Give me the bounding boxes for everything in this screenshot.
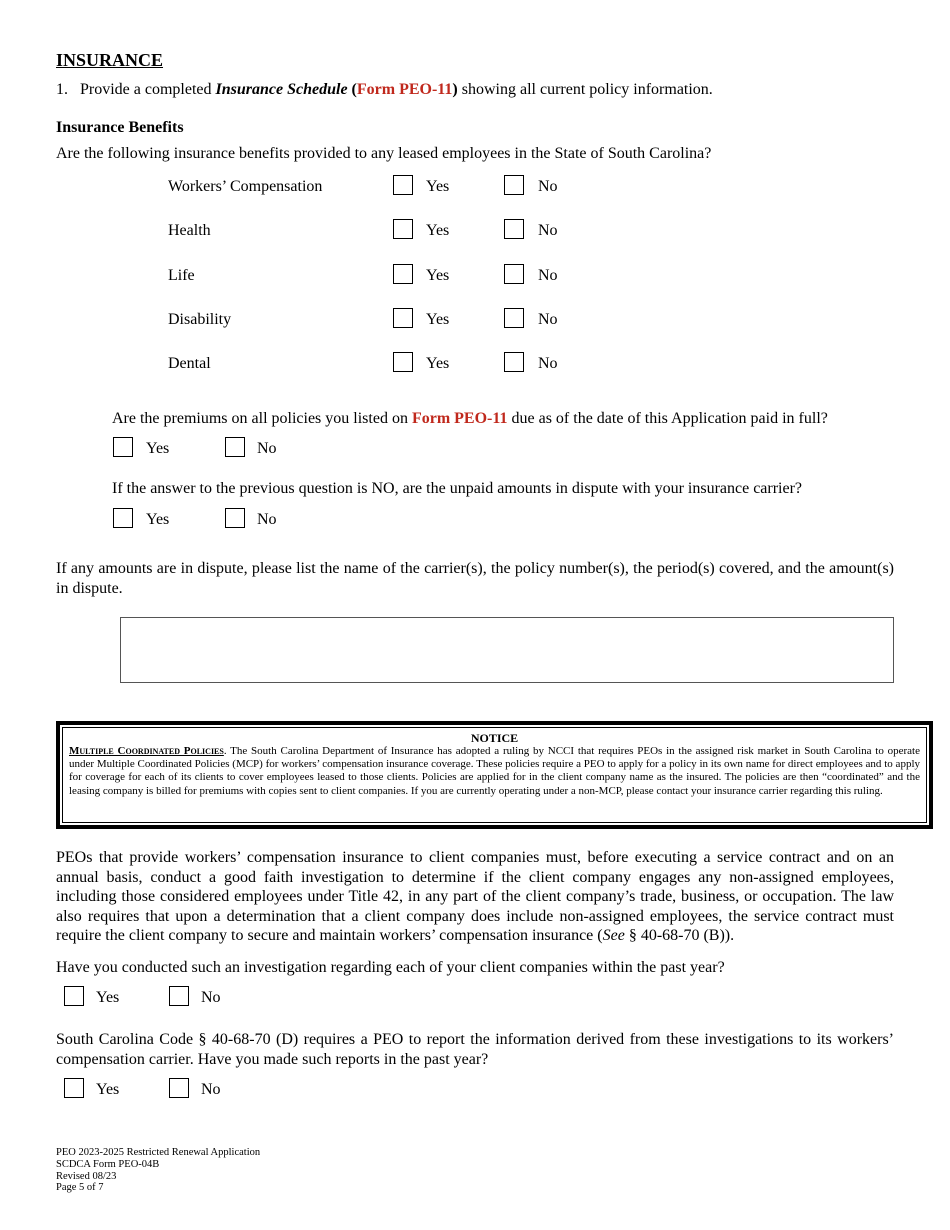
premiums-question-prefix: Are the premiums on all policies you listed on (112, 410, 412, 427)
section-heading: INSURANCE (56, 50, 164, 70)
workers-comp-no-checkbox[interactable] (504, 175, 524, 195)
benefit-label: Workers’ Compensation (168, 178, 323, 195)
form-peo-11-link[interactable]: Form PEO-11 (356, 81, 453, 98)
dispute-details-instruction: If any amounts are in dispute, please list the name of the carrier(s), the policy number(s), the period(s) covered, and the amount(s) in dispute. (56, 560, 894, 597)
no-label: No (538, 222, 558, 239)
statute-citation: § 40-68-70 (B)). (624, 927, 735, 944)
notice-text: . The South Carolina Department of Insurance has adopted a ruling by NCCI that requires PEOs in the assigned risk market in South Carolina to operate under Multiple Coordinated Policies (MCP) for workers’ compensation insurance coverage. These policies require a PEO to apply for a policy in its own name for direct employees and to apply for coverage for each of its clients to cover employees leased to those clients. Policies are applied for in the client company name as the insured. The policies are then “coordinated” and the leasing company is billed for premiums with copies sent to client companies. If you are currently operating under a non-MCP, please contact your insurance carrier regarding this ruling. (69, 745, 920, 797)
dispute-yes-checkbox[interactable] (113, 508, 133, 528)
life-yes-checkbox[interactable] (393, 264, 413, 284)
yes-label: Yes (96, 989, 120, 1006)
item-prefix: Provide a completed (80, 81, 216, 98)
benefits-subheading: Insurance Benefits (56, 119, 184, 136)
see-citation: See (602, 927, 625, 944)
workers-comp-yes-checkbox[interactable] (393, 175, 413, 195)
no-label: No (201, 1081, 221, 1098)
reporting-question: South Carolina Code § 40-68-70 (D) requires a PEO to report the information derived from these investigations to its workers’ compensation carrier. Have you made such reports in the past year? (56, 1031, 894, 1068)
notice-lead: Multiple Coordinated Policies (69, 745, 224, 757)
form-close-paren: ) (452, 81, 458, 98)
investigation-question: Have you conducted such an investigation regarding each of your client companies within the past year? (56, 959, 725, 976)
form-peo-11-ref[interactable]: Form PEO-11 (411, 410, 508, 427)
no-label: No (538, 311, 558, 328)
notice-body (69, 745, 920, 798)
investigation-yes-checkbox[interactable] (64, 986, 84, 1006)
no-label: No (257, 511, 277, 528)
notice-title: NOTICE (470, 731, 519, 745)
no-label: No (257, 440, 277, 457)
yes-label: Yes (146, 511, 170, 528)
benefit-label: Life (168, 267, 195, 284)
dental-yes-checkbox[interactable] (393, 352, 413, 372)
insurance-schedule-title: Insurance Schedule (215, 81, 348, 98)
footer-line-1: PEO 2023-2025 Restricted Renewal Application (56, 1147, 261, 1158)
footer (56, 1147, 260, 1194)
reporting-yes-checkbox[interactable] (64, 1078, 84, 1098)
health-yes-checkbox[interactable] (393, 219, 413, 239)
footer-line-3: Revised 08/23 (56, 1170, 117, 1182)
no-label: No (538, 355, 558, 372)
footer-page-number: Page 5 of 7 (56, 1182, 104, 1194)
premiums-question-suffix: due as of the date of this Application paid in full? (507, 410, 828, 427)
health-no-checkbox[interactable] (504, 219, 524, 239)
premiums-yes-checkbox[interactable] (113, 437, 133, 457)
investigation-no-checkbox[interactable] (169, 986, 189, 1006)
dispute-no-checkbox[interactable] (225, 508, 245, 528)
item-suffix: showing all current policy information. (457, 81, 713, 98)
peo-paragraph (56, 848, 894, 946)
notice-inner (62, 727, 927, 823)
no-label: No (201, 989, 221, 1006)
peo-paragraph-text: PEOs that provide workers’ compensation insurance to client companies must, before executing a service contract and on an annual basis, conduct a good faith investigation to determine if the client company engages any non-assigned employees, including those considered employees under Title 42, in any part of the client company’s trade, business, or occupation. The law also requires that upon a determination that a client company does include non-assigned employees, the service contract must require the client company to secure and maintain workers’ compensation insurance ( (56, 849, 894, 944)
dental-no-checkbox[interactable] (504, 352, 524, 372)
dispute-details-textbox[interactable] (120, 617, 894, 683)
item-1 (56, 80, 916, 100)
yes-label: Yes (426, 178, 450, 195)
benefit-label: Dental (168, 355, 211, 372)
benefits-question: Are the following insurance benefits provided to any leased employees in the State of South Carolina? (56, 145, 712, 162)
yes-label: Yes (96, 1081, 120, 1098)
item-number: 1. (56, 81, 68, 98)
yes-label: Yes (426, 267, 450, 284)
disability-yes-checkbox[interactable] (393, 308, 413, 328)
benefit-label: Health (168, 222, 211, 239)
no-label: No (538, 267, 558, 284)
no-label: No (538, 178, 558, 195)
reporting-no-checkbox[interactable] (169, 1078, 189, 1098)
yes-label: Yes (426, 355, 450, 372)
premiums-question (112, 409, 912, 429)
form-open-paren: ( (351, 81, 357, 98)
yes-label: Yes (426, 222, 450, 239)
yes-label: Yes (426, 311, 450, 328)
disability-no-checkbox[interactable] (504, 308, 524, 328)
premiums-no-checkbox[interactable] (225, 437, 245, 457)
yes-label: Yes (146, 440, 170, 457)
footer-line-2: SCDCA Form PEO-04B (56, 1158, 160, 1170)
notice-box (56, 721, 933, 829)
benefit-label: Disability (168, 311, 232, 328)
life-no-checkbox[interactable] (504, 264, 524, 284)
dispute-question: If the answer to the previous question is NO, are the unpaid amounts in dispute with your insurance carrier? (112, 480, 803, 497)
